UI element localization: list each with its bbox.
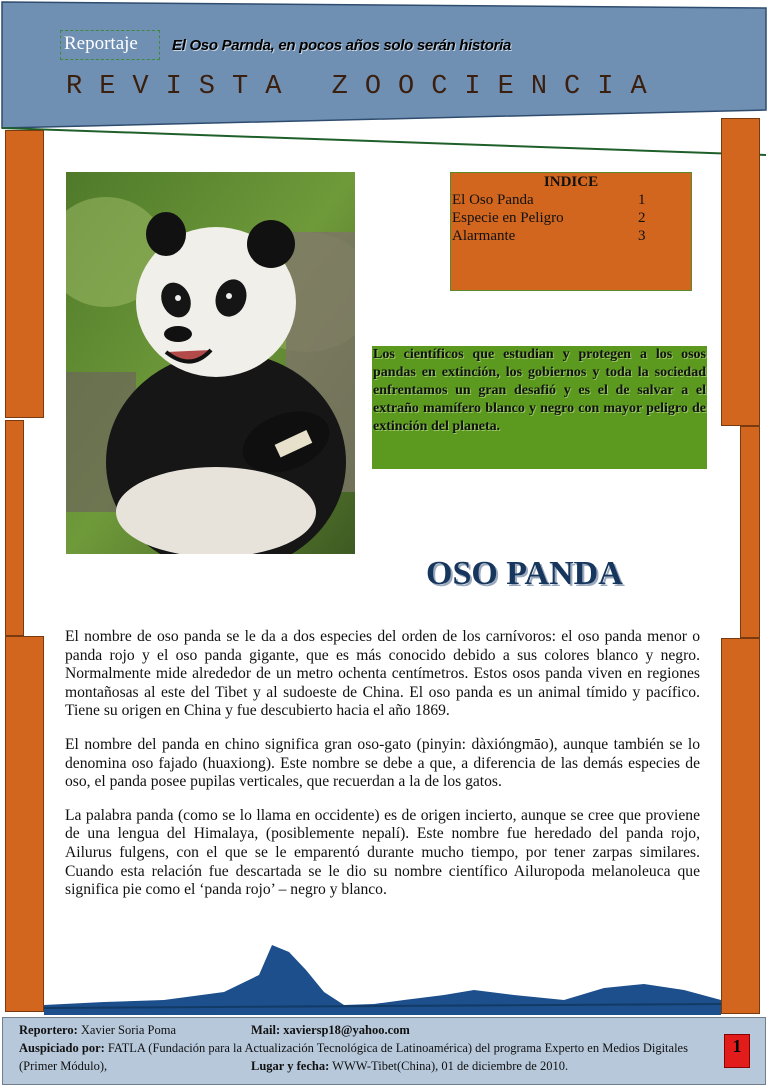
index-box bbox=[450, 172, 692, 291]
index-title: INDICE bbox=[543, 174, 599, 190]
page-number-badge: 1 bbox=[724, 1034, 750, 1068]
index-item-label: El Oso Panda bbox=[452, 192, 534, 208]
section-tag: Reportaje bbox=[60, 30, 160, 60]
magazine-name: REVISTA ZOOCIENCIA bbox=[66, 72, 664, 102]
footer bbox=[2, 1017, 766, 1085]
quote-box: Los científicos que estudian y protegen a los osos pandas en extinción, los gobiernos y toda la sociedad enfrentamos un gran desafió y es el de salvar a el extraño mamífero blanco y negro con mayor peligro de extinción del planeta. bbox=[372, 346, 707, 469]
index-item-label: Alarmante bbox=[452, 228, 516, 244]
article-title: OSO PANDA bbox=[426, 555, 623, 592]
right-bar-middle bbox=[740, 426, 760, 638]
mail-label: Mail: bbox=[251, 1023, 281, 1037]
mail-value[interactable]: xaviersp18@yahoo.com bbox=[283, 1023, 410, 1037]
left-bar-top bbox=[5, 130, 44, 418]
right-bar-top bbox=[721, 118, 760, 426]
reporter-value: Xavier Soria Poma bbox=[80, 1023, 177, 1037]
place-value: WWW-Tibet(China), 01 de diciembre de 2010. bbox=[332, 1059, 569, 1073]
right-bar-bottom bbox=[721, 638, 760, 1014]
headline: El Oso Parnda, en pocos años solo serán historia bbox=[172, 37, 512, 54]
article-body bbox=[65, 628, 700, 915]
reporter-label: Reportero: bbox=[19, 1023, 78, 1037]
index-item[interactable] bbox=[451, 209, 691, 227]
index-item-page: 2 bbox=[638, 210, 646, 226]
place-label: Lugar y fecha: bbox=[251, 1059, 330, 1073]
index-item-page: 1 bbox=[638, 192, 646, 208]
article-paragraph: La palabra panda (como se lo llama en occidente) es de origen incierto, aunque se cree que proviene de una lengua del Himalaya, (posiblemente nepalí). Este nombre fue heredado del panda rojo, Ailurus fulgens, con el que se le emparentó durante mucho tiempo, por tener zarpas similares. Cuando esta relación fue descartada se le dio su nombre científico Ailuropoda melanoleuca que significa pie como el ‘panda rojo’ – negro y blanco. bbox=[65, 806, 700, 899]
article-paragraph: El nombre de oso panda se le da a dos especies del orden de los carnívoros: el oso panda menor o panda rojo y el oso panda gigante, que es más conocido debido a sus colores blanco y negro. Normalmente mide alrededor de un metro ochenta centímetros. Estos osos panda viven en regiones montañosas al este del Tibet y al sudoeste de China. El oso panda es un animal tímido y pacífico. Tiene su origen en China y fue descubierto hacia el año 1869. bbox=[65, 628, 700, 720]
article-paragraph: El nombre del panda en chino significa gran oso-gato (pinyin: dàxióngmāo), aunque también se lo denomina oso fajado (huaxiong). Este nombre se debe a que, a diferencia de las demás especies de oso, el panda posee pupilas verticales, que recuerdan a la de los gatos. bbox=[65, 735, 700, 791]
mountain-silhouette bbox=[44, 940, 721, 1015]
index-item[interactable] bbox=[451, 191, 691, 209]
index-item-page: 3 bbox=[638, 228, 646, 244]
sponsor-value: FATLA (Fundación para la Actualización Tecnológica de Latinoamérica) del programa Experto en Medios Digitales bbox=[107, 1041, 688, 1055]
module-text: (Primer Módulo), bbox=[19, 1059, 108, 1073]
left-bar-bottom bbox=[5, 636, 44, 1012]
index-item-label: Especie en Peligro bbox=[452, 210, 564, 226]
sponsor-label: Auspiciado por: bbox=[19, 1041, 105, 1055]
index-item[interactable] bbox=[451, 227, 691, 245]
panda-photo bbox=[66, 172, 355, 554]
left-bar-middle bbox=[5, 420, 24, 636]
